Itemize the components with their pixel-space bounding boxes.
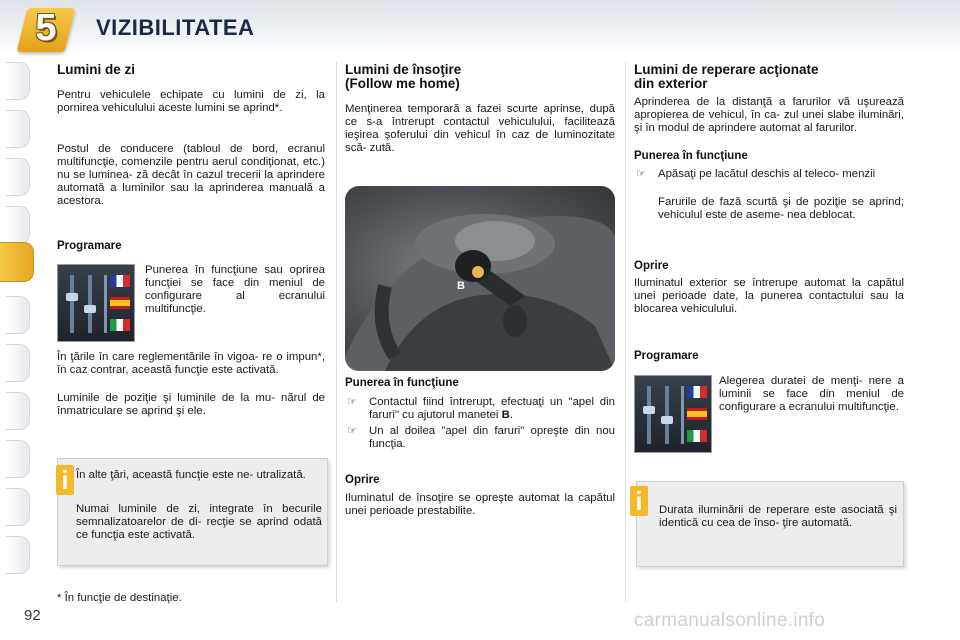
bullet-text: . [509,409,513,421]
stalk-label-b: B [457,280,465,292]
col1-paragraph: Luminile de poziţie şi luminile de la mu- nărul de înmatriculare se aprind şi ele. [57,392,325,417]
info-text: Durata iluminării de reperare este asociată şi identică cu cea de înso- ţire automată. [659,504,897,529]
info-text: Numai luminile de zi, integrate în becurile semnalizatoarelor de di- recţie se aprind odată ce funcţia este activată. [76,503,322,541]
side-tab[interactable] [6,344,30,382]
column-divider [336,62,337,602]
side-tab[interactable] [6,158,30,196]
bullet-text: Contactul fiind întrerupt, efectuaţi un "apel din faruri" cu ajutorul manetei [369,396,615,421]
steering-stalk-photo [345,186,615,371]
side-tab[interactable] [6,392,30,430]
col3-programare-title: Programare [634,350,699,362]
title-line: din exterior [634,76,708,91]
side-tab[interactable] [6,110,30,148]
col3-activation-title: Punerea în funcţiune [634,150,748,162]
info-box [636,481,904,567]
list-item [345,396,615,422]
info-icon: i [630,486,648,516]
col1-paragraph: Postul de conducere (tabloul de bord, ecranul multifuncţie, comenzile pentru aerul condiţionat, etc.) nu se luminea- ză decât în cazul trecerii la aprindere automată a luminilor sau la aprinderea manuală a acestora. [57,143,325,207]
info-box [57,458,328,566]
side-tab[interactable] [6,296,30,334]
footnote: * În funcţie de destinaţie. [57,592,182,604]
settings-menu-icon [57,264,135,342]
settings-menu-icon [634,375,712,453]
chapter-title: VIZIBILITATEA [96,15,255,40]
col3-programare-text: Alegerea duratei de menţi- nere a luminii se face din meniul de configurare a ecranului multifuncţie. [719,375,904,413]
list-item [634,168,904,181]
col1-paragraph: În ţările în care reglementările în vigoa- re o impun*, în caz contrar, această funcţie este activată. [57,351,325,376]
info-icon: i [56,465,74,495]
col3-paragraph: Iluminatul exterior se întrerupe automat la capătul unei perioade date, la punerea contactului sau la blocarea vehiculului. [634,277,904,315]
watermark: carmanualsonline.info [634,610,826,631]
bullet-text: Un al doilea "apel din faruri" opreşte din nou funcţia. [369,425,615,450]
chapter-number: 5 [35,7,57,49]
section-title-daytime-lights: Lumini de zi [57,62,136,77]
col2-bullet-list [345,396,615,451]
col3-paragraph: Aprinderea de la distanţă a farurilor vă uşurează apropierea de vehicul, în ca- zul unei slabe iluminări, şi în modul de aprindere automat al farurilor. [634,96,904,134]
side-tab[interactable] [6,440,30,478]
col1-section [57,63,325,77]
col2-stop-title: Oprire [345,474,380,486]
title-line: Lumini de însoţire [345,62,462,77]
col3-stop-title: Oprire [634,260,669,272]
col3-bullet-continuation: Farurile de fază scurtă şi de poziţie se aprind; vehiculul este de aseme- nea deblocat. [658,196,904,221]
steering-stalk-illustration [345,186,615,371]
side-tab-active[interactable] [0,242,34,282]
side-tab[interactable] [6,62,30,100]
side-tab[interactable] [6,488,30,526]
col1-programare-title: Programare [57,240,122,252]
pointer-hand-icon: ☞ [636,168,646,180]
section-title-follow-me-home [345,63,615,91]
title-line: Lumini de reperare acţionate [634,62,819,77]
bullet-text: Apăsaţi pe lacătul deschis al teleco- menzii [658,168,876,180]
col1-paragraph: Pentru vehiculele echipate cu lumini de zi, la pornirea vehiculului aceste lumini se aprind*. [57,89,325,114]
side-tab[interactable] [6,536,30,574]
list-item [345,425,615,451]
column-divider [625,62,626,602]
info-text: În alte ţări, această funcţie este ne- utralizată. [76,469,306,481]
col2-paragraph: Menţinerea temporară a fazei scurte aprinse, după ce s-a întrerupt contactul vehiculului, facilitează ieşirea şoferului din vehicul în caz de luminozitate scă- zută. [345,103,615,154]
title-line: (Follow me home) [345,76,460,91]
col3-bullet-list [634,168,904,181]
section-title-remote-lights [634,63,904,91]
side-tab[interactable] [6,206,30,244]
bullet-bold: B [501,409,510,421]
side-tabs [0,62,44,582]
page-number: 92 [24,607,41,624]
pointer-hand-icon: ☞ [347,425,357,437]
pointer-hand-icon: ☞ [347,396,357,408]
col2-paragraph: Iluminatul de însoţire se opreşte automat la capătul unei perioade prestabilite. [345,492,615,517]
col1-programare-text: Punerea în funcţiune sau oprirea funcţiei se face din meniul de configurare al ecranului multifuncţie. [145,264,325,315]
col2-activation-title: Punerea în funcţiune [345,377,459,389]
